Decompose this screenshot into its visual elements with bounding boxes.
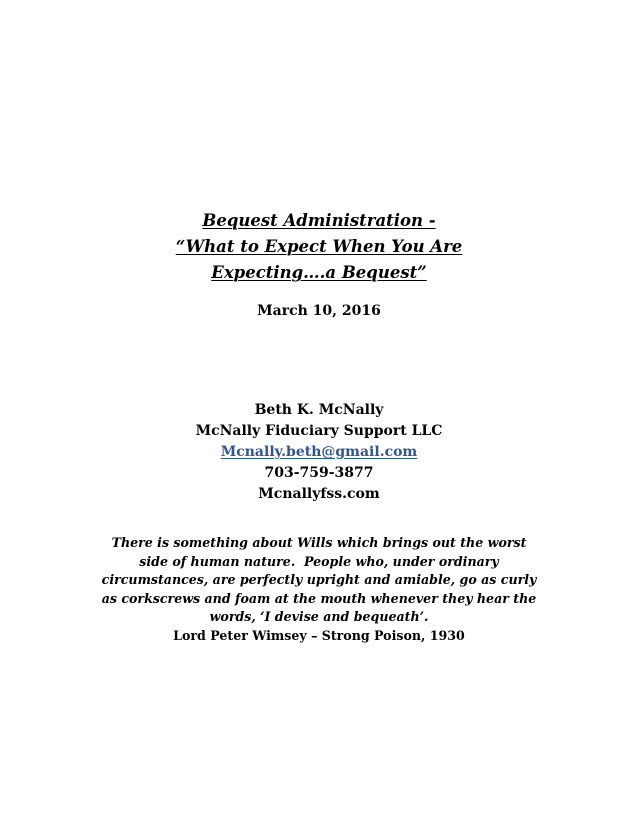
contact-website: Mcnallyfss.com [258, 486, 380, 502]
document-title [0, 208, 638, 286]
title-line-text: Bequest Administration - [202, 211, 436, 230]
quote-line: words, ‘I devise and bequeath’. [209, 609, 429, 624]
contact-phone: 703-759-3877 [264, 465, 374, 481]
title-line-text: “What to Expect When You Are [175, 237, 463, 256]
quote-block [60, 534, 578, 645]
document-date: March 10, 2016 [257, 303, 381, 319]
contact-name: Beth K. McNally [254, 402, 384, 418]
title-line [0, 208, 638, 234]
quote-attribution: Lord Peter Wimsey – Strong Poison, 1930 [173, 627, 465, 643]
quote-line: circumstances, are perfectly upright and amiable, go as curly [101, 572, 537, 587]
contact-block [0, 400, 638, 505]
quote-line: as corkscrews and foam at the mouth whenever they hear the [101, 590, 537, 606]
title-line [0, 234, 638, 260]
quote-line: side of human nature. People who, under ordinary [139, 553, 499, 569]
contact-email-link[interactable]: Mcnally.beth@gmail.com [220, 444, 418, 460]
title-line-text: Expecting….a Bequest” [211, 263, 427, 282]
contact-company: McNally Fiduciary Support LLC [195, 423, 443, 439]
title-line [0, 260, 638, 286]
quote-line: There is something about Wills which brings out the worst [111, 535, 527, 550]
